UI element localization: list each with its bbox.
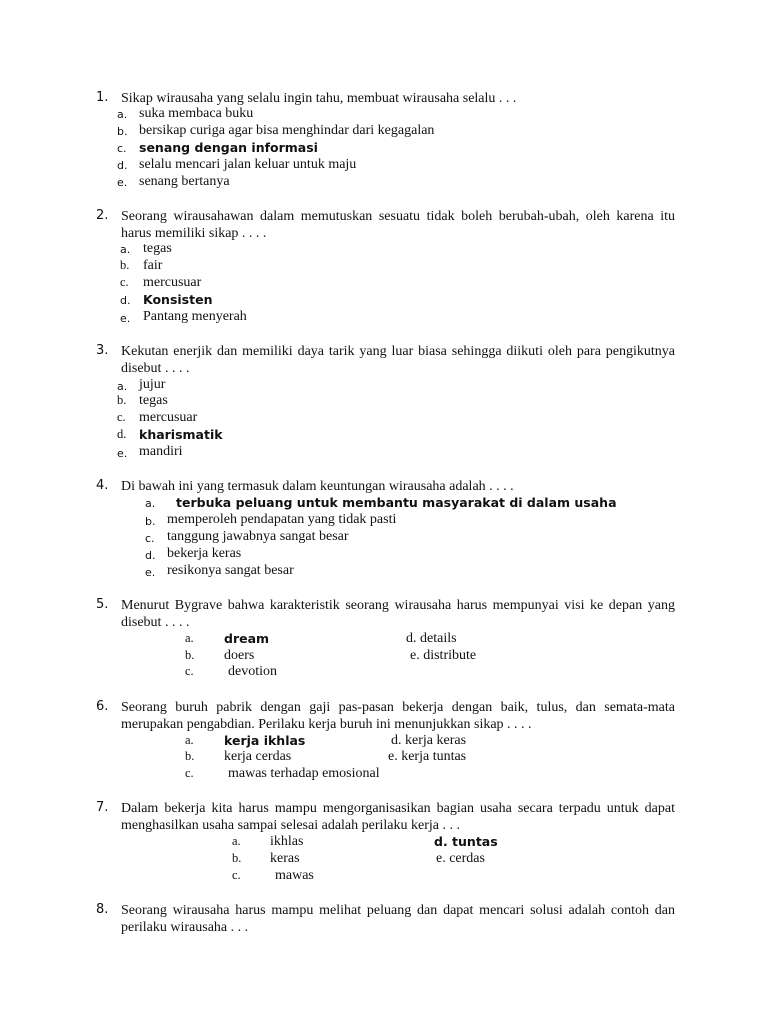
correct-answer: d. tuntas (434, 834, 498, 849)
option-text: doers (224, 648, 255, 663)
question-number: 1. (96, 90, 109, 105)
option-text: tegas (143, 241, 172, 256)
correct-answer: senang dengan informasi (139, 140, 318, 155)
option-label: d. (117, 159, 128, 172)
correct-answer: kerja ikhlas (224, 733, 306, 748)
question-number: 4. (96, 478, 109, 493)
correct-answer: Konsisten (143, 292, 213, 307)
option-label: a. (117, 108, 128, 121)
question-stem: Kekutan enerjik dan memiliki daya tarik yang luar biasa sehingga diikuti oleh para pengikutnya disebut . . . . (121, 344, 675, 376)
option-label: d. (145, 549, 156, 562)
option-label: c. (145, 532, 155, 545)
option-label: a. (185, 733, 194, 747)
option-label: b. (117, 125, 128, 138)
option-text: keras (270, 851, 300, 866)
question-stem: Dalam bekerja kita harus mampu mengorganisasikan bagian usaha secara terpadu untuk dapat menghasilkan usaha sampai selesai adalah perilaku kerja . . . (121, 801, 675, 833)
option-label: b. (145, 515, 156, 528)
question-stem: Di bawah ini yang termasuk dalam keuntungan wirausaha adalah . . . . (121, 479, 514, 494)
option-text: d. details (406, 631, 457, 646)
option-text: mercusuar (139, 410, 198, 425)
option-label: c. (232, 868, 241, 882)
option-text: d. kerja keras (391, 733, 467, 748)
option-text: tanggung jawabnya sangat besar (167, 529, 349, 544)
question-stem: Menurut Bygrave bahwa karakteristik seorang wirausaha harus mempunyai visi ke depan yang disebut . . . . (121, 598, 675, 630)
question-number: 8. (96, 902, 109, 917)
option-text: mawas terhadap emosional (228, 766, 380, 781)
option-text: senang bertanya (139, 174, 230, 189)
option-text: devotion (228, 664, 277, 679)
question-stem: Seorang buruh pabrik dengan gaji pas-pasan bekerja dengan baik, tulus, dan semata-mata merupakan pengabdian. Perilaku kerja buruh ini menunjukkan sikap . . . . (121, 700, 675, 732)
question-number: 3. (96, 343, 109, 358)
option-label: c. (120, 275, 129, 289)
option-text: resikonya sangat besar (167, 563, 294, 578)
option-label: a. (185, 631, 194, 645)
option-text: mawas (275, 868, 314, 883)
option-text: mandiri (139, 444, 183, 459)
option-label: e. (117, 176, 128, 189)
option-label: c. (117, 410, 126, 424)
option-text: jujur (139, 377, 166, 392)
question-number: 5. (96, 597, 109, 612)
option-text: selalu mencari jalan keluar untuk maju (139, 157, 357, 172)
option-label: c. (117, 142, 127, 155)
option-text: suka membaca buku (139, 106, 254, 121)
option-label: c. (185, 766, 194, 780)
option-text: memperoleh pendapatan yang tidak pasti (167, 512, 397, 527)
option-label: b. (185, 648, 195, 662)
correct-answer: terbuka peluang untuk membantu masyarakat di dalam usaha (176, 495, 617, 510)
option-text: e. cerdas (436, 851, 485, 866)
option-label: a. (232, 834, 241, 848)
option-label: d. (120, 294, 131, 307)
option-text: e. distribute (410, 648, 477, 663)
correct-answer: kharismatik (139, 427, 223, 442)
option-label: a. (145, 497, 156, 510)
question-number: 2. (96, 208, 109, 223)
question-number: 7. (96, 800, 109, 815)
option-text: mercusuar (143, 275, 202, 290)
question-stem: Sikap wirausaha yang selalu ingin tahu, membuat wirausaha selalu . . . (121, 91, 517, 106)
option-text: kerja cerdas (224, 749, 292, 764)
option-label: b. (232, 851, 242, 865)
option-text: ikhlas (270, 834, 304, 849)
option-label: a. (117, 380, 128, 393)
option-text: e. kerja tuntas (388, 749, 467, 764)
question-stem: Seorang wirausaha harus mampu melihat peluang dan dapat mencari solusi adalah contoh dan perilaku wirausaha . . . (121, 903, 675, 935)
option-label: e. (145, 566, 156, 579)
question-number: 6. (96, 699, 109, 714)
option-text: tegas (139, 393, 168, 408)
option-text: bekerja keras (167, 546, 242, 561)
question-stem: Seorang wirausahawan dalam memutuskan sesuatu tidak boleh berubah-ubah, oleh karena itu harus memiliki sikap . . . . (121, 209, 675, 241)
option-label: e. (120, 312, 131, 325)
correct-answer: dream (224, 631, 270, 646)
option-label: b. (185, 749, 195, 763)
option-label: c. (185, 664, 194, 678)
option-label: d. (117, 427, 127, 441)
option-label: b. (120, 258, 130, 272)
option-label: a. (120, 243, 131, 256)
option-text: fair (143, 258, 163, 273)
option-label: b. (117, 393, 127, 407)
option-label: e. (117, 447, 128, 460)
option-text: Pantang menyerah (143, 309, 247, 324)
option-text: bersikap curiga agar bisa menghindar dari kegagalan (139, 123, 435, 138)
